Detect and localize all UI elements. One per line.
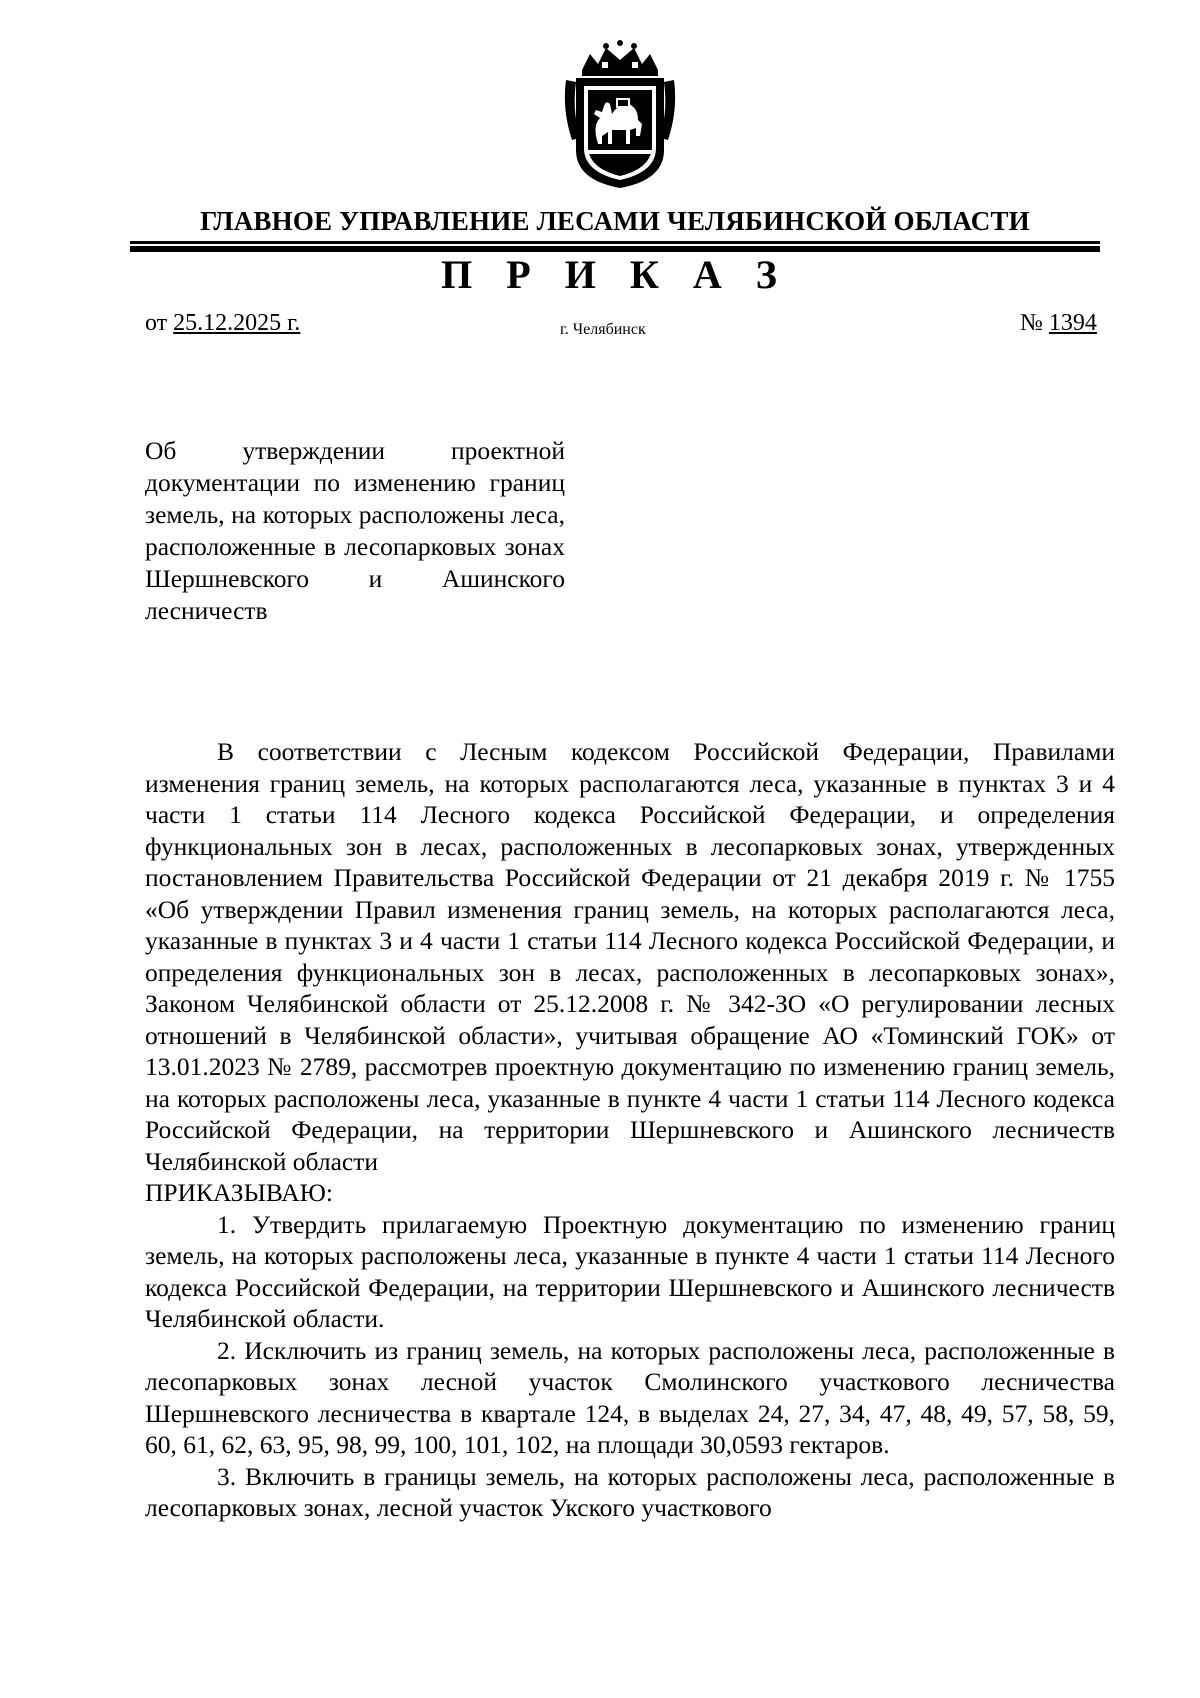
order-item-2: 2. Исключить из границ земель, на которых расположены леса, расположенные в лесопарковых зонах лесной участок Смолинского участкового лесничества Шершневского лесничества в квартале 124, в выделах 24, 27, 34, 47, 48, 49, 57, 58, 59, 60, 61, 62, 63, 95, 98, 99, 100, 101, 102, на площади 30,0593 гектаров. [145, 1335, 1115, 1459]
date-value: 25.12.2025 г. [173, 310, 301, 336]
number-prefix: № [1020, 310, 1049, 336]
date-prefix: от [145, 310, 174, 336]
coat-of-arms-emblem [560, 40, 680, 190]
number-value: 1394 [1048, 310, 1097, 336]
header-divider-thin [130, 241, 1100, 244]
order-subject: Об утверждении проектной документации по изменению границ земель, на которых расположены леса, расположенные в лесопарковых зонах Шершневского и Ашинского лесничеств [145, 436, 565, 625]
agency-name: ГЛАВНОЕ УПРАВЛЕНИЕ ЛЕСАМИ ЧЕЛЯБИНСКОЙ ОБЛАСТИ [200, 206, 1030, 236]
order-word: ПРИКАЗЫВАЮ: [145, 1178, 333, 1207]
order-body [145, 736, 1115, 1524]
order-item-1: 1. Утвердить прилагаемую Проектную документацию по изменению границ земель, на которых расположены леса, указанные в пункте 4 части 1 статьи 114 Лесного кодекса Российской Федерации, на территории Шершневского и Ашинского лесничеств Челябинской области. [145, 1209, 1115, 1333]
crown-icon [582, 40, 658, 76]
order-number [1020, 308, 1097, 338]
preamble-paragraph: В соответствии с Лесным кодексом Российской Федерации, Правилами изменения границ земель, на которых располагаются леса, указанные в пунктах 3 и 4 части 1 статьи 114 Лесного кодекса Российской Федерации, и определения функциональных зон в лесах, расположенных в лесопарковых зонах, утвержденных постановлением Правительства Российской Федерации от 21 декабря 2019 г. № 1755 «Об утверждении Правил изменения границ земель, на которых располагаются леса, указанные в пунктах 3 и 4 части 1 статьи 114 Лесного кодекса Российской Федерации, и определения функциональных зон в лесах, расположенных в лесопарковых зонах», Законом Челябинской области от 25.12.2008 г. № 342-ЗО «О регулировании лесных отношений в Челябинской области», учитывая обращение АО «Томинский ГОК» от 13.01.2023 № 2789, рассмотрев проектную документацию по изменению границ земель, на которых расположены леса, указанные в пункте 4 части 1 статьи 114 Лесного кодекса Российской Федерации, на территории Шершневского и Ашинского лесничеств Челябинской области [145, 737, 1115, 1176]
city-label: г. Челябинск [560, 321, 646, 338]
order-date [145, 308, 300, 338]
document-type-title: П Р И К А З [441, 252, 789, 297]
order-item-3: 3. Включить в границы земель, на которых расположены леса, расположенные в лесопарковых зонах, лесной участок Укского участкового [145, 1461, 1115, 1522]
